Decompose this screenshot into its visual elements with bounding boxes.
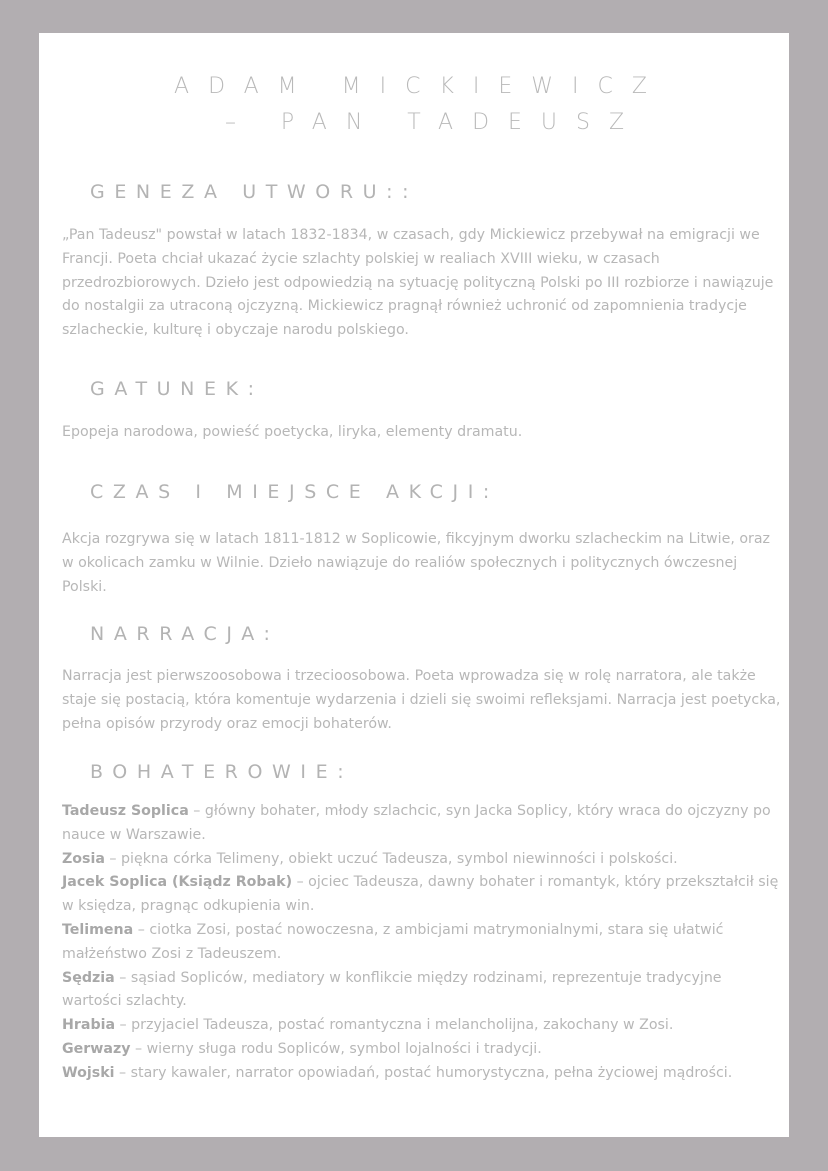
hero-name: Tadeusz Soplica xyxy=(62,803,189,819)
paragraph-czas-miejsce: Akcja rozgrywa się w latach 1811-1812 w Soplicowie, fikcyjnym dworku szlacheckim na Litwie, oraz w okolicach zamku w Wilnie. Dzieło nawiązuje do realiów społecznych i politycznych ówczesnej Polski. xyxy=(62,531,770,595)
hero-desc: – piękna córka Telimeny, obiekt uczuć Tadeusza, symbol niewinności i polskości. xyxy=(104,850,678,867)
hero-item xyxy=(62,967,784,1015)
hero-name: Gerwazy xyxy=(62,1040,131,1057)
document-page xyxy=(39,33,789,1137)
heading-gatunek: GATUNEK: xyxy=(90,378,264,400)
hero-name: Zosia xyxy=(62,850,105,867)
hero-name: Wojski xyxy=(62,1064,115,1081)
paragraph-narracja: Narracja jest pierwszoosobowa i trzecioosobowa. Poeta wprowadza się w rolę narratora, ale także staje się postacią, która komentuje wydarzenia i dzieli się swoimi refleksjami. Narracja jest poetycka, pełna opisów przyrody oraz emocji bohaterów. xyxy=(62,668,781,732)
hero-item xyxy=(62,848,784,872)
hero-name: Sędzia xyxy=(62,969,115,986)
paragraph-gatunek: Epopeja narodowa, powieść poetycka, liryka, elementy dramatu. xyxy=(62,424,523,440)
hero-item xyxy=(62,1062,784,1086)
paragraph-geneza: „Pan Tadeusz" powstał w latach 1832-1834, w czasach, gdy Mickiewicz przebywał na emigracji we Francji. Poeta chciał ukazać życie szlachty polskiej w realiach XVIII wieku, w czasach przedrozbiorowych. Dzieło jest odpowiedzią na sytuację polityczną Polski po III rozbiorze i nawiązuje do nostalgii za utraconą ojczyzną. Mickiewicz pragnął również uchronić od zapomnienia tradycje szlacheckie, kulturę i obyczaje narodu polskiego. xyxy=(62,227,774,339)
hero-desc: – sąsiad Sopliców, mediatory w konflikcie między rodzinami, reprezentuje tradycyjne wartości szlachty. xyxy=(62,969,722,1010)
hero-desc: – przyjaciel Tadeusza, postać romantyczna i melancholijna, zakochany w Zosi. xyxy=(115,1017,674,1034)
document-title-line2: – PAN TADEUSZ xyxy=(224,110,644,135)
hero-name: Hrabia xyxy=(62,1017,116,1034)
hero-item xyxy=(62,1038,784,1062)
hero-desc: – ciotka Zosi, postać nowoczesna, z ambicjami matrymonialnymi, stara się ułatwić małżeństwo Zosi z Tadeuszem. xyxy=(62,921,724,962)
hero-name: Jacek Soplica (Ksiądz Robak) xyxy=(62,874,293,891)
hero-item xyxy=(62,800,784,848)
heading-narracja: NARRACJA: xyxy=(90,623,280,645)
hero-desc: – stary kawaler, narrator opowiadań, postać humorystyczna, pełna życiowej mądrości. xyxy=(114,1064,733,1081)
heading-czas-miejsce: CZAS I MIEJSCE AKCJI: xyxy=(90,481,499,503)
hero-item xyxy=(62,871,784,919)
hero-desc: – ojciec Tadeusza, dawny bohater i romantyk, który przekształcił się w księdza, pragnąc odkupienia win. xyxy=(62,874,779,915)
hero-item xyxy=(62,919,784,967)
hero-item xyxy=(62,1014,784,1038)
document-title-line1: ADAM MICKIEWICZ xyxy=(174,74,666,99)
hero-name: Telimena xyxy=(62,921,134,938)
hero-desc: – wierny sługa rodu Sopliców, symbol lojalności i tradycji. xyxy=(130,1040,542,1057)
hero-list xyxy=(62,800,784,1086)
hero-desc: – główny bohater, młody szlachcic, syn Jacka Soplicy, który wraca do ojczyzny po nauce w Warszawie. xyxy=(62,803,771,843)
heading-bohaterowie: BOHATEROWIE: xyxy=(90,761,354,783)
heading-geneza: GENEZA UTWORU:: xyxy=(90,181,419,203)
